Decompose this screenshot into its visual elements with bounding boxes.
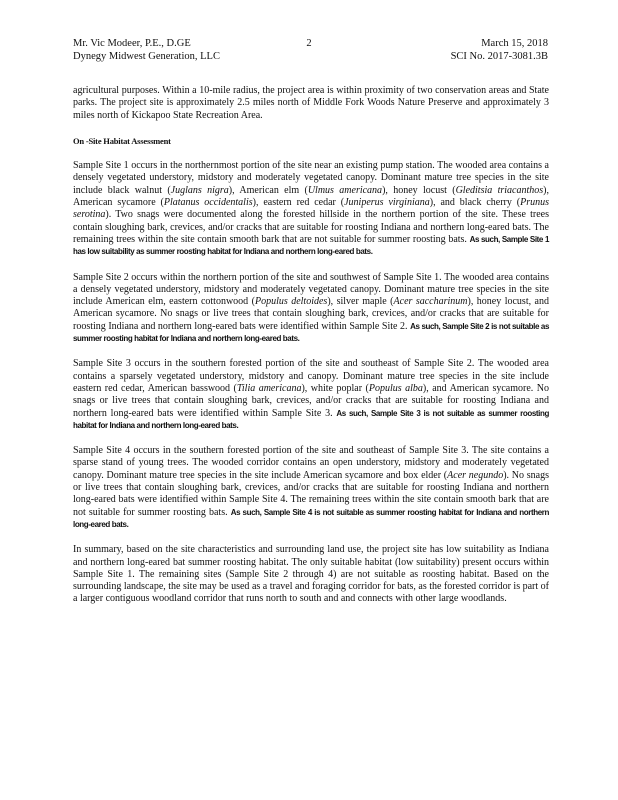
site1-conclusion: As such, Sample Site 1 has low suitability as summer roosting habitat for Indiana and northern long-eared bats.: [73, 234, 549, 257]
recipient-name: Mr. Vic Modeer, P.E., D.GE: [73, 38, 191, 49]
site4-paragraph: Sample Site 4 occurs in the southern forested portion of the site and southeast of Sample Site 3. The site contains a sparse stand of young trees. The wooded corridor contains an open understory, midstory and moderately vegetated canopy. Dominant mature tree species in the site include American sycamore and box elder (Acer negundo). No snags or live trees that contain sloughing bark, crevices, and/or cracks that are suitable for roosting Indiana and northern long-eared bats were identified within Sample Site 4. The remaining trees within the site contain smooth bark that are not suitable for summer roosting bats. As such, Sample Site 4 is not suitable as summer roosting habitat for Indiana and northern long-eared bats.: [73, 445, 549, 529]
summary-paragraph: In summary, based on the site characteristics and surrounding land use, the project site has low suitability as Indiana and northern long-eared bat summer roosting habitat. The only suitable habitat (low suitability) present occurs within Sample Site 1. The remaining sites (Sample Site 2 through 4) are not suitable as roosting habitat. Based on the surrounding landscape, the site may be used as a travel and foraging corridor for bats, as the forested corridor is part of a larger contiguous woodland corridor that runs north to south and and connects with other large woodlands.: [73, 544, 549, 605]
intro-paragraph: agricultural purposes. Within a 10-mile radius, the project area is within proximity of two conservation areas and State parks. The project site is approximately 2.5 miles north of Middle Fork Woods Nature Preserve and approximately 3 miles north of Kickapoo State Recreation Area.: [73, 85, 549, 121]
site3-paragraph: Sample Site 3 occurs in the southern forested portion of the site and southeast of Sample Site 2. The wooded area contains a sparsely vegetated understory, midstory and canopy. Dominant mature tree species in the site include eastern red cedar, American basswood (Tilia americana), white poplar (Populus alba), and American sycamore. No snags or live trees that contain sloughing bark, crevices, and/or cracks that are suitable for roosting Indiana and northern long-eared bats were identified within Sample Site 3. As such, Sample Site 3 is not suitable as summer roosting habitat for Indiana and northern long-eared bats.: [73, 358, 549, 430]
site3-conclusion: As such, Sample Site 3 is not suitable as summer roosting habitat for Indiana and northern long-eared bats.: [73, 408, 549, 430]
recipient-company: Dynegy Midwest Generation, LLC: [73, 51, 220, 62]
letter-body: [73, 85, 549, 619]
site4-conclusion: As such, Sample Site 4 is not suitable as summer roosting habitat for Indiana and northern long-eared bats.: [73, 507, 549, 529]
site2-conclusion: As such, Sample Site 2 is not suitable as summer roosting habitat for Indiana and northern long-eared bats.: [73, 321, 549, 344]
letter-date: March 15, 2018: [481, 38, 548, 49]
site2-paragraph: Sample Site 2 occurs within the northern portion of the site and southwest of Sample Site 1. The wooded area contains a densely vegetated understory, midstory and moderately vegetated canopy. Dominant mature tree species in the site include American elm, eastern cottonwood (Populus deltoides), silver maple (Acer saccharinum), honey locust, and American sycamore. No snags or live trees that contain sloughing bark, crevices, and/or cracks that are suitable for roosting Indiana and northern long-eared bats were identified within Sample Site 2. As such, Sample Site 2 is not suitable as summer roosting habitat for Indiana and northern long-eared bats.: [73, 271, 549, 344]
page-number: 2: [306, 38, 312, 49]
site1-paragraph: Sample Site 1 occurs in the northernmost portion of the site near an existing pump station. The wooded area contains a densely vegetated understory, midstory and moderately vegetated canopy. Dominant mature tree species in the site include black walnut (Juglans nigra), American elm (Ulmus americana), honey locust (Gleditsia triacanthos), American sycamore (Platanus occidentalis), eastern red cedar (Juniperus virginiana), and black cherry (Prunus serotina). Two snags were documented along the forested hillside in the northern portion of the site. These trees contain sloughing bark, crevices, and/or cracks that are suitable for roosting Indiana and northern long-eared bats. The remaining trees within the site contain smooth bark that are not suitable for summer roosting bats. As such, Sample Site 1 has low suitability as summer roosting habitat for Indiana and northern long-eared bats.: [73, 160, 549, 257]
project-number: SCI No. 2017-3081.3B: [450, 51, 548, 62]
section-heading: On -Site Habitat Assessment: [73, 135, 171, 146]
letter-header-date-ref: [451, 37, 548, 63]
